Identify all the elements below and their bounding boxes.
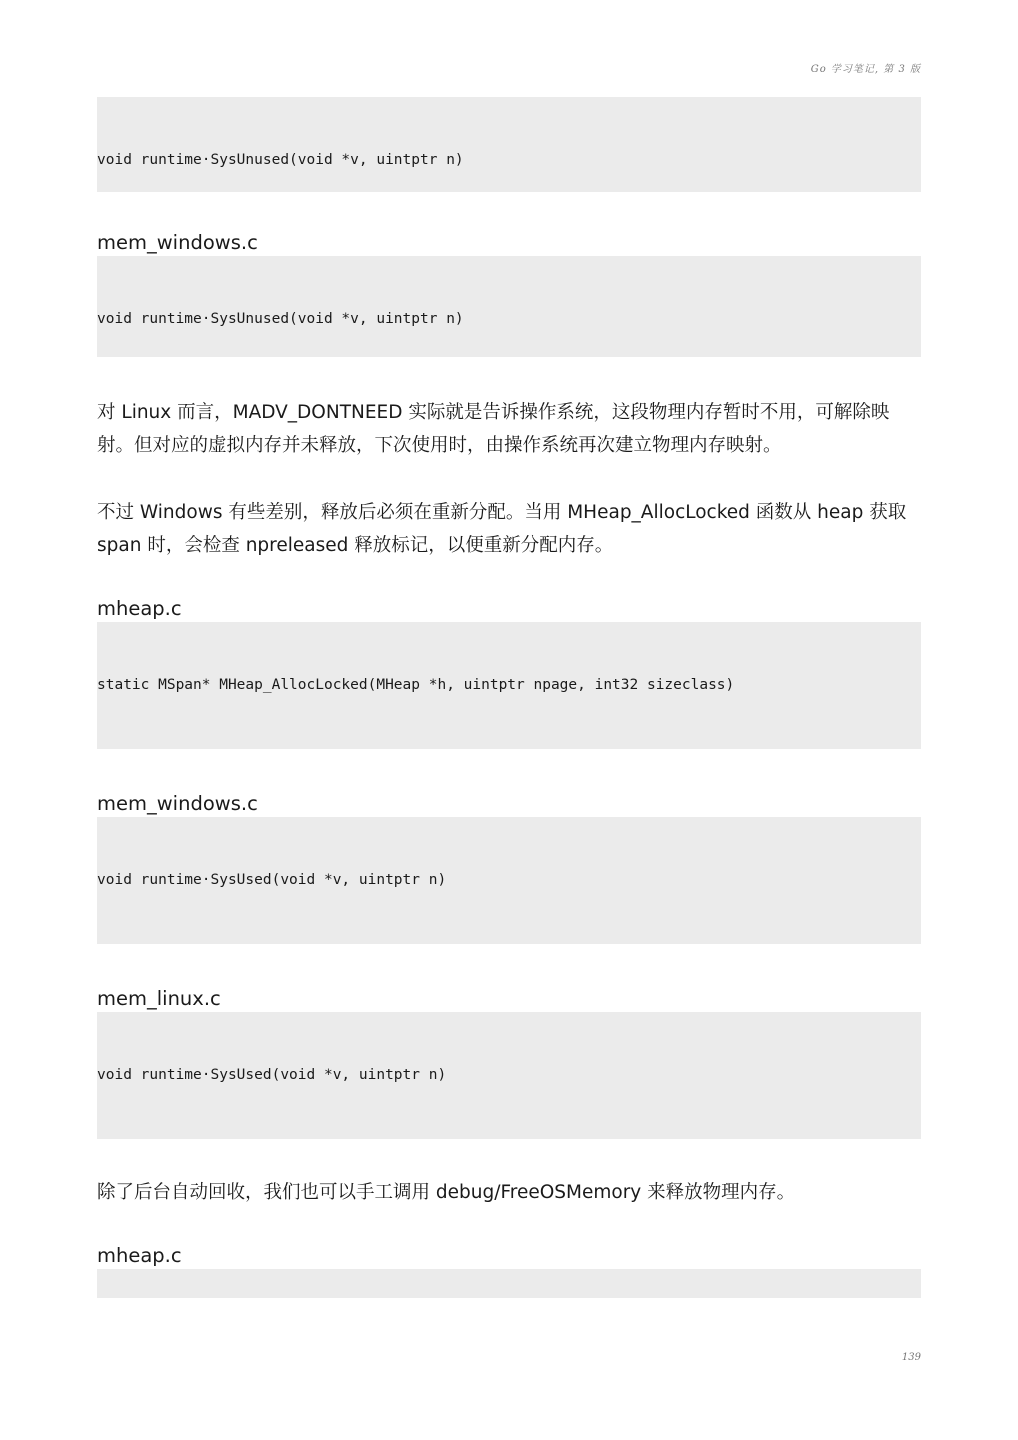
code-block-sysused-linux bbox=[97, 1012, 921, 1139]
filename-mem-windows-2: mem_windows.c bbox=[97, 792, 258, 815]
code-line: void runtime·SysUsed(void *v, uintptr n) bbox=[97, 1066, 447, 1083]
code-block-sysunused-windows bbox=[97, 256, 921, 357]
page-content bbox=[97, 97, 921, 1298]
filename-mheap: mheap.c bbox=[97, 597, 182, 620]
code-line: static MSpan* MHeap_AllocLocked(MHeap *h, uintptr npage, int32 sizeclass) bbox=[97, 676, 735, 693]
filename-mheap-2: mheap.c bbox=[97, 1244, 182, 1267]
page-number: 139 bbox=[901, 1352, 921, 1363]
filename-mem-windows: mem_windows.c bbox=[97, 231, 258, 254]
paragraph-free-os-memory: 除了后台自动回收，我们也可以手工调用 debug/FreeOSMemory 来释放物理内存。 bbox=[97, 1182, 796, 1203]
paragraph-windows-diff: 不过 Windows 有些差别，释放后必须在重新分配。当用 MHeap_AllocLocked 函数从 heap 获取 span 时，会检查 npreleased 释放标记，以便重新分配内存。 bbox=[97, 502, 907, 556]
filename-mem-linux: mem_linux.c bbox=[97, 987, 221, 1010]
code-line: void runtime·SysUnused(void *v, uintptr n) bbox=[97, 151, 464, 168]
code-block-sysused-windows bbox=[97, 817, 921, 944]
code-block-free-os-memory bbox=[97, 1269, 921, 1298]
code-block-mheap-alloclocked bbox=[97, 622, 921, 749]
running-header: Go 学习笔记, 第 3 版 bbox=[810, 64, 921, 75]
paragraph-linux-madvise: 对 Linux 而言，MADV_DONTNEED 实际就是告诉操作系统，这段物理内存暂时不用，可解除映射。但对应的虚拟内存并未释放，下次使用时，由操作系统再次建立物理内存映射。 bbox=[97, 402, 890, 456]
code-block-sysunused-linux bbox=[97, 97, 921, 192]
code-line: void runtime·SysUsed(void *v, uintptr n) bbox=[97, 871, 447, 888]
code-line: void runtime·SysUnused(void *v, uintptr n) bbox=[97, 310, 464, 327]
